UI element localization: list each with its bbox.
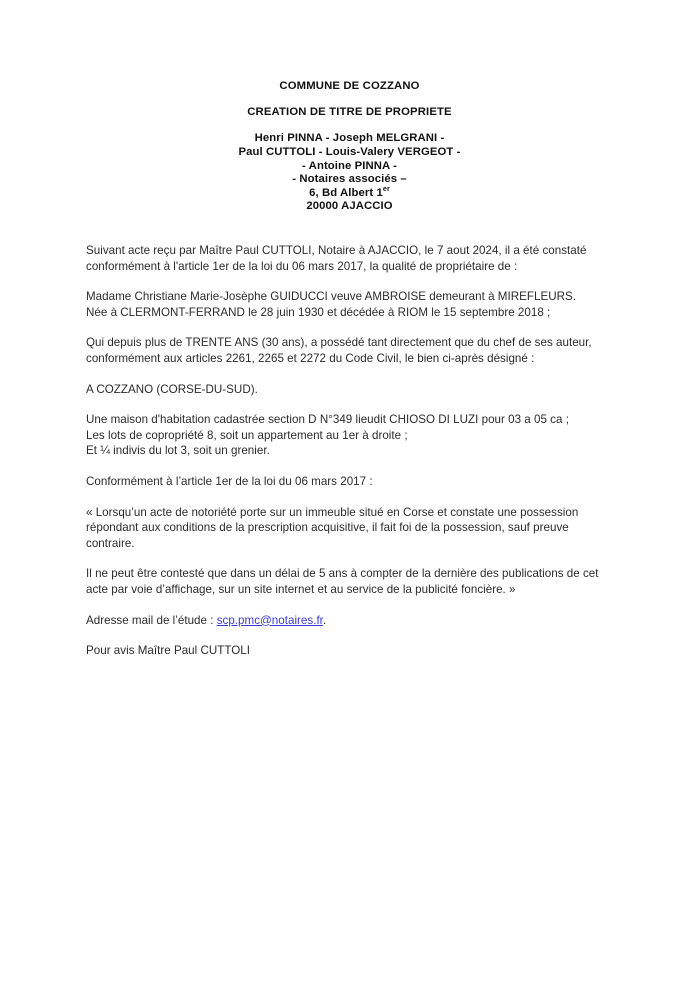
paragraph-law-quote	[86, 505, 602, 552]
paragraph-line: Il ne peut être contesté que dans un délai de 5 ans à compter de la dernière des publications de cet	[86, 567, 599, 581]
paragraph-line: Une maison d'habitation cadastrée section D N°349 lieudit CHIOSO DI LUZI pour 03 a 05 ca ;	[86, 413, 569, 427]
firm-street-address	[0, 184, 699, 201]
paragraph-contact-email	[86, 613, 602, 629]
paragraph-contest-period	[86, 566, 602, 597]
paragraph-line: Madame Christiane Marie-Josèphe GUIDUCCI veuve AMBROISE demeurant à MIREFLEURS.	[86, 290, 576, 304]
paragraph-line: Qui depuis plus de TRENTE ANS (30 ans), a possédé tant directement que du chef de ses auteur,	[86, 336, 592, 350]
notary-role-line: - Notaires associés –	[292, 173, 407, 186]
notary-names-line-3: - Antoine PINNA -	[302, 159, 397, 172]
email-link[interactable]: scp.pmc@notaires.fr	[216, 613, 323, 627]
paragraph-possession-duration	[86, 335, 602, 366]
firm-city-address: 20000 AJACCIO	[306, 200, 393, 213]
paragraph-line: Pour avis Maître Paul CUTTOLI	[86, 644, 251, 658]
paragraph-line: Conformément à l’article 1er de la loi du 06 mars 2017 :	[86, 474, 373, 488]
document-body	[86, 243, 602, 674]
notary-firm-block	[0, 132, 699, 214]
paragraph-line: conformément à l'article 1er de la loi du 06 mars 2017, la qualité de propriétaire de :	[86, 259, 518, 273]
notary-names-line-2: Paul CUTTOLI - Louis-Valery VERGEOT -	[238, 146, 461, 158]
paragraph-deed-reference	[86, 243, 602, 274]
paragraph-line: « Lorsqu’un acte de notoriété porte sur un immeuble situé en Corse et constate une possession	[86, 505, 579, 519]
ordinal-suffix: er	[382, 184, 390, 194]
paragraph-line: Née à CLERMONT-FERRAND le 28 juin 1930 et décédée à RIOM le 15 septembre 2018 ;	[86, 305, 551, 319]
paragraph-property-description	[86, 412, 602, 459]
paragraph-line: Les lots de copropriété 8, soit un appartement au 1er à droite ;	[86, 428, 408, 442]
paragraph-line: A COZZANO (CORSE-DU-SUD).	[86, 382, 258, 396]
paragraph-law-reference	[86, 474, 602, 490]
paragraph-line: contraire.	[86, 536, 135, 550]
paragraph-line: acte par voie d’affichage, sur un site internet et au service de la publicité foncière. »	[86, 582, 516, 596]
firm-street-address-text: 6, Bd Albert 1	[309, 186, 383, 199]
document-heading	[0, 80, 699, 214]
paragraph-signature	[86, 643, 602, 659]
notary-names-line-1: Henri PINNA - Joseph MELGRANI -	[254, 132, 445, 145]
paragraph-owner-identity	[86, 289, 602, 320]
paragraph-line: Suivant acte reçu par Maître Paul CUTTOLI, Notaire à AJACCIO, le 7 aout 2024, il a été constaté	[86, 244, 587, 257]
commune-title: COMMUNE DE COZZANO	[279, 80, 420, 92]
paragraph-line: Et ¼ indivis du lot 3, soit un grenier.	[86, 444, 270, 458]
paragraph-line: répondant aux conditions de la prescription acquisitive, il fait foi de la possession, sauf preuve	[86, 521, 569, 535]
document-subject-title: CREATION DE TITRE DE PROPRIETE	[247, 106, 452, 119]
email-trailing-period: .	[322, 613, 327, 627]
paragraph-line: conformément aux articles 2261, 2265 et 2272 du Code Civil, le bien ci-après désigné :	[86, 351, 535, 365]
email-label: Adresse mail de l’étude :	[86, 613, 217, 627]
paragraph-location	[86, 382, 602, 398]
